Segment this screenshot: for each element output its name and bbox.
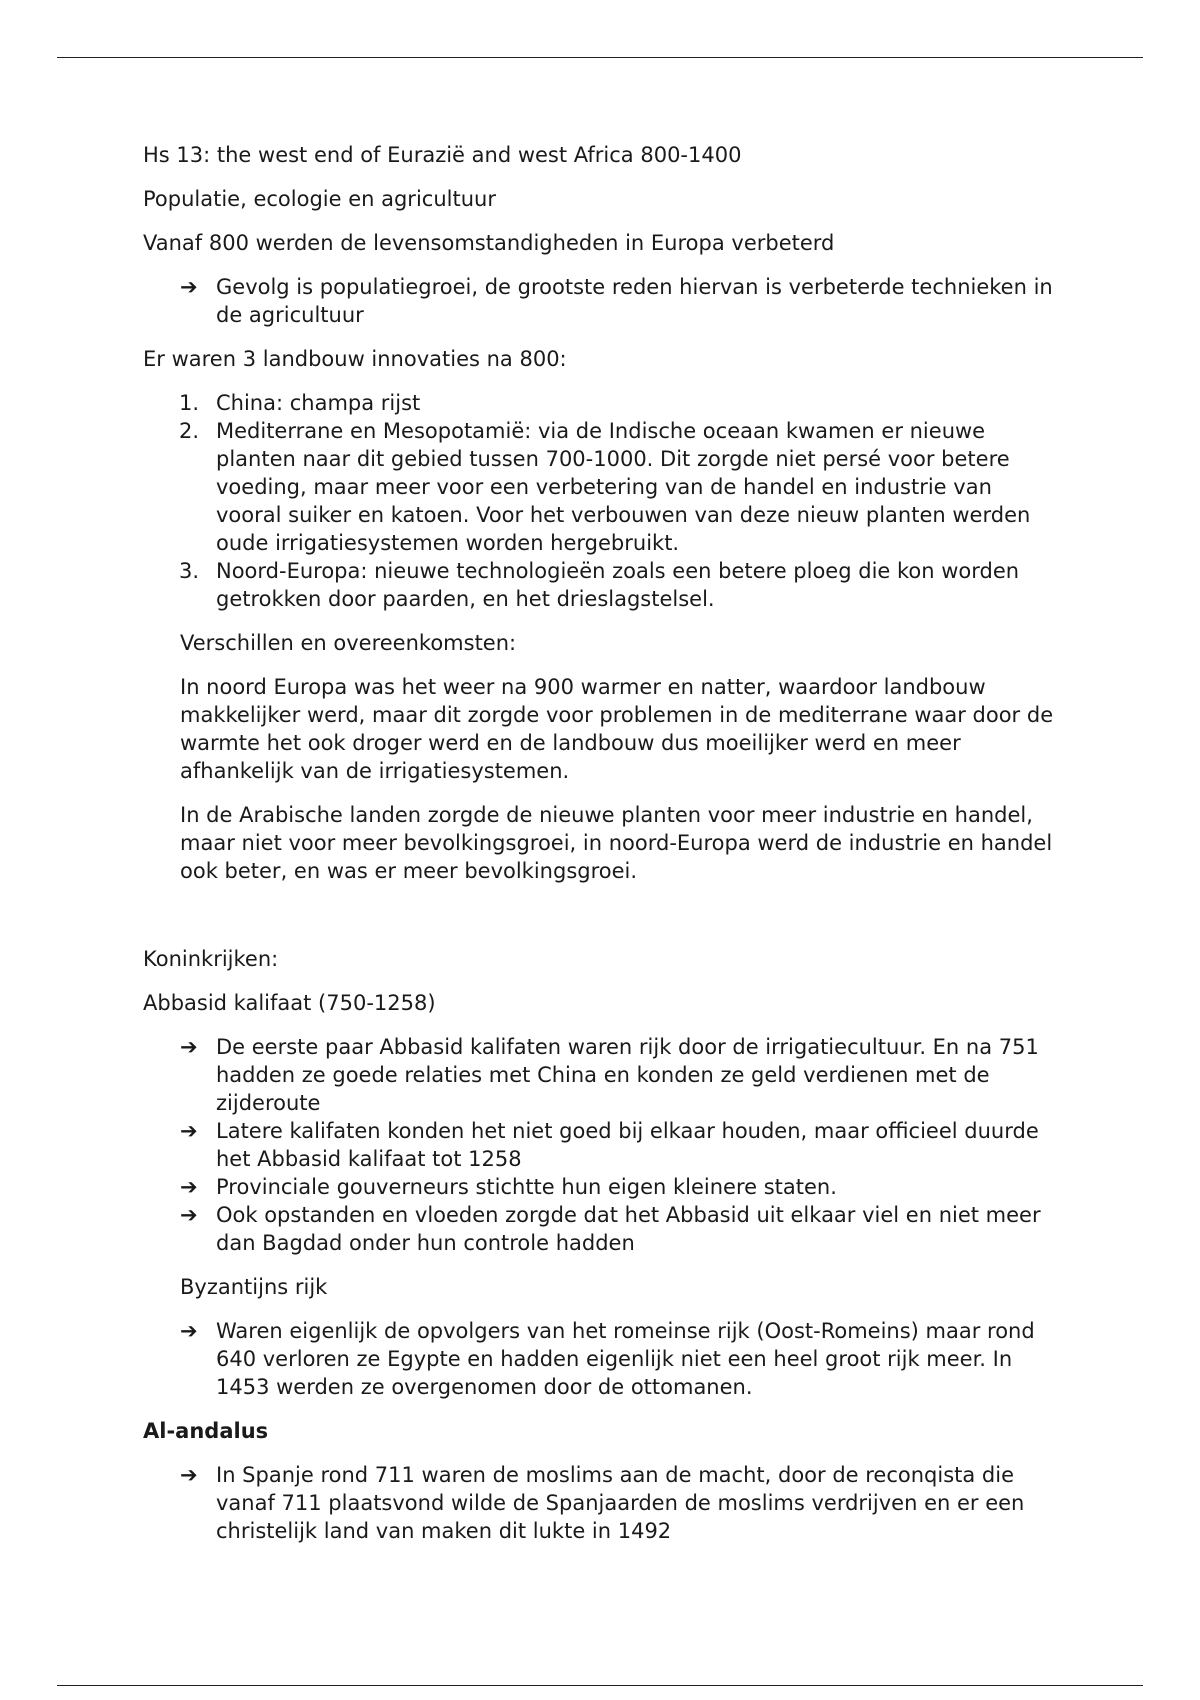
andalus-bullet-list [143,1461,1063,1545]
document-body [143,141,1063,1561]
arrow-bullet-icon: ➔ [180,1203,198,1227]
andalus-title: Al-andalus [143,1419,269,1443]
header-rule [57,57,1143,58]
list-item: ➔ Waren eigenlijk de opvolgers van het romeinse rijk (Oost-Romeins) maar rond 640 verloren ze Egypte en hadden eigenlijk niet een heel groot rijk meer. In 1453 werden ze overgenomen door de ottomanen. [180,1319,1035,1399]
spacer [143,901,1063,945]
arrow-bullet-icon: ➔ [180,1319,198,1343]
list-item: ➔ Gevolg is populatiegroei, de grootste reden hiervan is verbeterde technieken in de agricultuur [180,275,1053,327]
differences-paragraph-1: In noord Europa was het weer na 900 warmer en natter, waardoor landbouw makkelijker werd, maar dit zorgde voor problemen in de mediterrane waar door de warmte het ook droger werd en de landbouw dus moeilijker werd en meer afhankelijk van de irrigatiesystemen. [180,675,1054,783]
kingdoms-title: Koninkrijken: [143,947,279,971]
arrow-bullet-icon: ➔ [180,1175,198,1199]
abbasid-title: Abbasid kalifaat (750-1258) [143,991,436,1015]
list-item: 1. China: champa rijst [179,391,421,415]
intro-paragraph: Vanaf 800 werden de levensomstandigheden in Europa verbeterd [143,231,835,255]
arrow-bullet-icon: ➔ [180,1119,198,1143]
chapter-heading: Hs 13: the west end of Eurazië and west Africa 800-1400 [143,143,742,167]
abbasid-bullet-list [143,1033,1063,1257]
differences-title: Verschillen en overeenkomsten: [180,631,517,655]
footer-rule [57,1685,1143,1686]
list-item: 3. Noord-Europa: nieuwe technologieën zoals een betere ploeg die kon worden getrokken door paarden, en het drieslagstelsel. [179,559,1020,611]
list-item: ➔ Latere kalifaten konden het niet goed bij elkaar houden, maar officieel duurde het Abbasid kalifaat tot 1258 [180,1119,1039,1171]
arrow-bullet-icon: ➔ [180,1035,198,1059]
arrow-bullet-icon: ➔ [180,1463,198,1487]
list-item: ➔ De eerste paar Abbasid kalifaten waren rijk door de irrigatiecultuur. En na 751 hadden ze goede relaties met China en konden ze geld verdienen met de zijderoute [180,1035,1039,1115]
intro-bullet-list [143,273,1063,329]
list-item: 2. Mediterrane en Mesopotamië: via de Indische oceaan kwamen er nieuwe planten naar dit gebied tussen 700-1000. Dit zorgde niet persé voor betere voeding, maar meer voor een verbetering van de handel en industrie van vooral suiker en katoen. Voor het verbouwen van deze nieuw planten werden oude irrigatiesystemen worden hergebruikt. [179,419,1031,555]
innovations-intro: Er waren 3 landbouw innovaties na 800: [143,347,567,371]
list-item: ➔ Ook opstanden en vloeden zorgde dat het Abbasid uit elkaar viel en niet meer dan Bagdad onder hun controle hadden [180,1203,1041,1255]
byzantine-title: Byzantijns rijk [180,1275,328,1299]
section-title-population: Populatie, ecologie en agricultuur [143,187,496,211]
differences-paragraph-2: In de Arabische landen zorgde de nieuwe planten voor meer industrie en handel, maar niet voor meer bevolkingsgroei, in noord-Europa werd de industrie en handel ook beter, en was er meer bevolkingsgroei. [180,803,1053,883]
arrow-bullet-icon: ➔ [180,275,198,299]
list-item: ➔ Provinciale gouverneurs stichtte hun eigen kleinere staten. [180,1175,837,1199]
list-item: ➔ In Spanje rond 711 waren de moslims aan de macht, door de reconqista die vanaf 711 plaatsvond wilde de Spanjaarden de moslims verdrijven en er een christelijk land van maken dit lukte in 1492 [180,1463,1025,1543]
innovations-list [143,389,1063,613]
byzantine-bullet-list [143,1317,1063,1401]
